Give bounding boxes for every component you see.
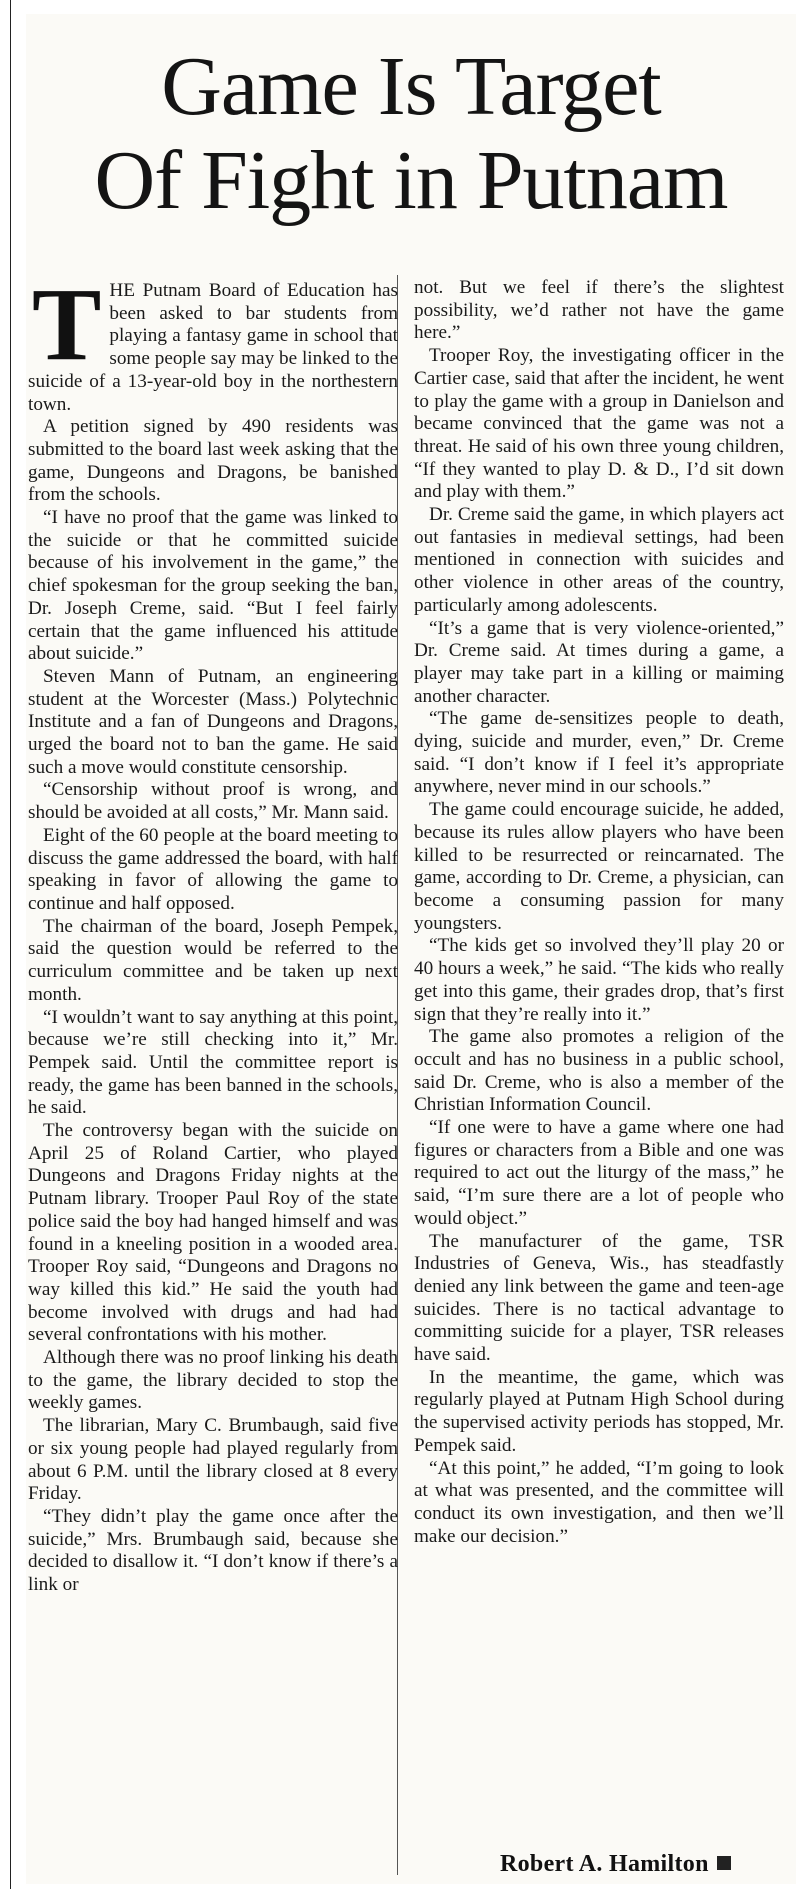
paragraph: The game could encourage suicide, he added, because its rules allow players who have been killed to be resurrected or reincarnated. The game, according to Dr. Creme, a physician, can become a consuming passion for many youngsters. — [414, 799, 784, 934]
paragraph: “I have no proof that the game was linked to the suicide or that he committed suicide because of his involvement in the game,” the chief spokesman for the group seeking the ban, Dr. Joseph Creme, said. “But I feel fairly certain that the game influenced his attitude about suicide.” — [28, 507, 398, 665]
paragraph: The librarian, Mary C. Brumbaugh, said five or six young people had played regularly from about 6 P.M. until the library closed at 8 every Friday. — [28, 1415, 398, 1505]
byline — [500, 1850, 800, 1878]
paragraph: “At this point,” he added, “I’m going to look at what was presented, and the committee will conduct its own investigation, and then we’ll make our decision.” — [414, 1457, 784, 1547]
paragraph: Steven Mann of Putnam, an engineering student at the Worcester (Mass.) Polytechnic Institute and a fan of Dungeons and Dragons, urged the board not to ban the game. He said such a move would constitute censorship. — [28, 665, 398, 778]
paragraph: “The kids get so involved they’ll play 20 or 40 hours a week,” he said. “The kids who really get into this game, their grades drop, that’s first sign that they’re really into it.” — [414, 935, 784, 1025]
drop-cap: T — [32, 267, 102, 382]
paragraph: “The game de-sensitizes people to death, dying, suicide and murder, even,” Dr. Creme said. “I don’t know if I feel it’s appropriate anywhere, never mind in our schools.” — [414, 708, 784, 798]
headline-line-1: Game Is Target — [161, 40, 661, 133]
paragraph: “Censorship without proof is wrong, and should be avoided at all costs,” Mr. Mann said. — [28, 779, 398, 824]
paragraph: In the meantime, the game, which was regularly played at Putnam High School during the supervised activity periods has stopped, Mr. Pempek said. — [414, 1366, 784, 1456]
headline-line-2: Of Fight in Putnam — [94, 134, 728, 227]
paragraph: “If one were to have a game where one had figures or characters from a Bible and one was required to act out the liturgy of the mass,” he said, “I’m sure there are a lot of people who would object.” — [414, 1117, 784, 1229]
paragraph: Trooper Roy, the investigating officer in the Cartier case, said that after the incident, he went to play the game with a group in Danielson and became convinced that the game was not a threat. He said of his own three young children, “If they wanted to play D. & D., I’d sit down and play with them.” — [414, 345, 784, 503]
continued-paragraph: not. But we feel if there’s the slightest possibility, we’d rather not have the game here.” — [414, 277, 784, 344]
paragraph: The chairman of the board, Joseph Pempek, said the question would be referred to the curriculum committee and be taken up next month. — [28, 915, 398, 1005]
paragraph: Dr. Creme said the game, in which players act out fantasies in medieval settings, had been mentioned in connection with suicides and other violence in other areas of the country, particularly among adolescents. — [414, 504, 784, 616]
paragraph: The game also promotes a religion of the occult and has no business in a public school, said Dr. Creme, who is also a member of the Christian Information Council. — [414, 1026, 784, 1116]
paragraph: “It’s a game that is very violence-oriented,” Dr. Creme said. At times during a game, a player may take part in a killing or maiming another character. — [414, 617, 784, 707]
paragraph: “I wouldn’t want to say anything at this point, because we’re still checking into it,” Mr. Pempek said. Until the committee report is ready, the game has been banned in the schools, he said. — [28, 1006, 398, 1119]
paragraph: “They didn’t play the game once after the suicide,” Mrs. Brumbaugh said, because she decided to disallow it. “I don’t know if there’s a link or — [28, 1505, 398, 1596]
article-column-left — [28, 267, 398, 1597]
paragraph: The manufacturer of the game, TSR Industries of Geneva, Wis., has steadfastly denied any link between the game and teen-age suicides. There is no tactical advantage to committing suicide for a player, TSR releases have said. — [414, 1230, 784, 1366]
end-of-article-mark — [717, 1856, 731, 1870]
page-edge-rule — [10, 0, 11, 1889]
paragraph: Although there was no proof linking his death to the game, the library decided to stop the weekly games. — [28, 1347, 398, 1414]
paragraph: Eight of the 60 people at the board meeting to discuss the game addressed the board, with half speaking in favor of allowing the game to continue and half opposed. — [28, 824, 398, 914]
headline — [26, 40, 796, 228]
paragraph: The controversy began with the suicide on April 25 of Roland Cartier, who played Dungeons and Dragons Friday nights at the Putnam library. Trooper Paul Roy of the state police said the boy had hanged himself and was found in a kneeling position in a wooded area. Trooper Roy said, “Dungeons and Dragons no way killed this kid.” He said the youth had become involved with drugs and had had several confrontations with his mother. — [28, 1120, 398, 1346]
paragraph: A petition signed by 490 residents was submitted to the board last week asking that the game, Dungeons and Dragons, be banished from the schools. — [28, 416, 398, 506]
article-column-right — [414, 277, 784, 1548]
author-name: Robert A. Hamilton — [500, 1851, 709, 1877]
lead-paragraph — [28, 267, 398, 416]
paragraph-text: HE Putnam Board of Education has been asked to bar students from playing a fantasy game in school that some people say may be linked to the suicide of a 13-year-old boy in the northestern town. — [28, 280, 398, 415]
